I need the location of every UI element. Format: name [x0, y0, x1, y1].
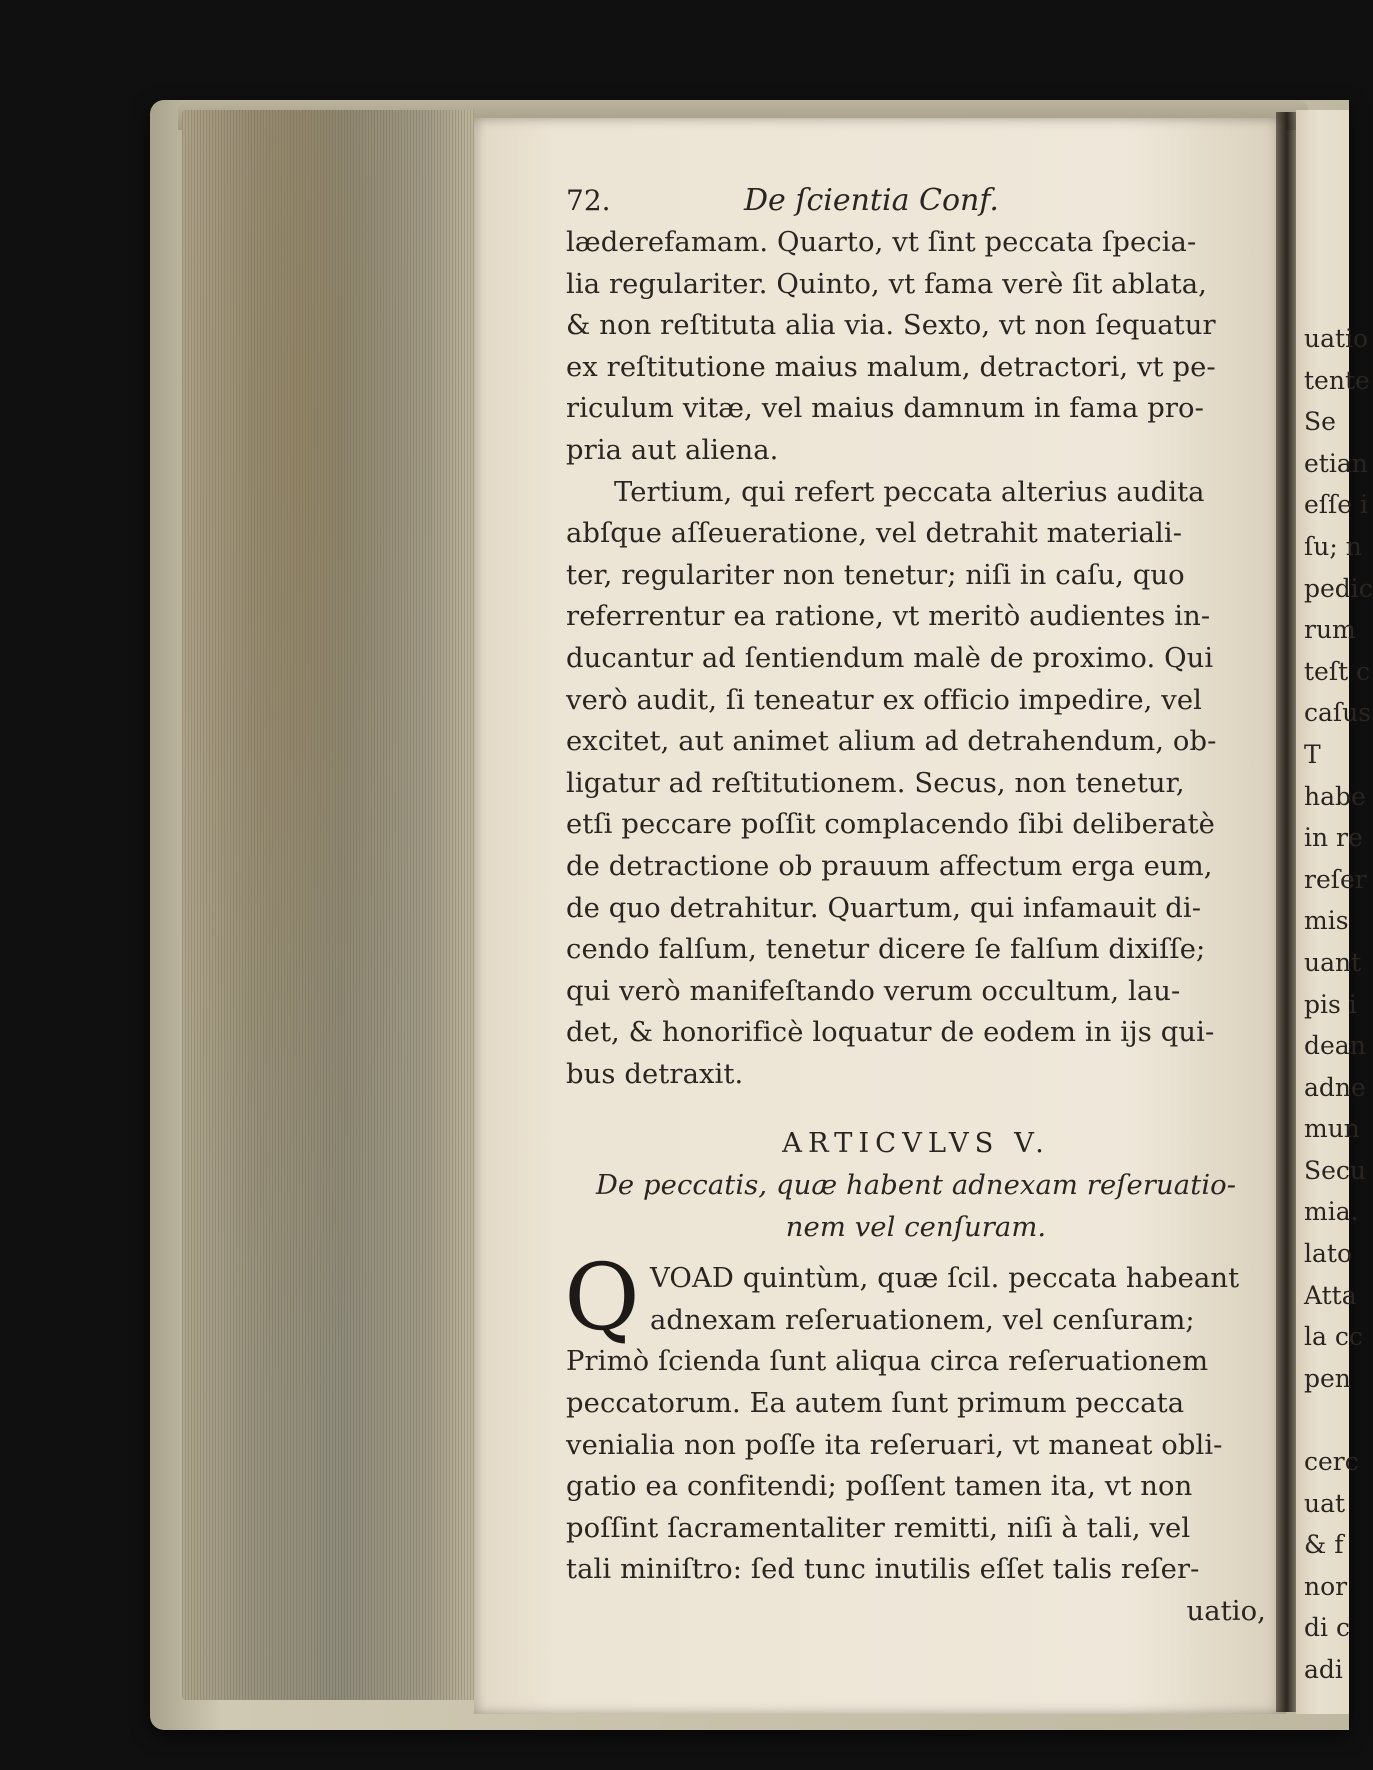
facing-line-fragment: teſt c — [1304, 656, 1371, 686]
text-block-top — [566, 222, 1266, 1095]
facing-line-fragment: Atta — [1304, 1280, 1357, 1310]
text-line: det, & honorificè loquatur de eodem in ijs qui- — [566, 1017, 1215, 1049]
text-line: excitet, aut animet alium ad detrahendum, ob- — [566, 726, 1217, 758]
text-line: de detractione ob prauum affectum erga eum, — [566, 850, 1213, 882]
text-line: ex reſtitutione maius malum, detractori, vt pe- — [566, 351, 1216, 383]
text-line: cendo falſum, tenetur dicere ſe falſum dixiſſe; — [566, 934, 1206, 966]
facing-line-fragment: di c — [1304, 1613, 1350, 1643]
facing-line-fragment: caſus — [1304, 698, 1372, 728]
page-text — [566, 180, 1266, 1633]
article-subtitle-line-2: nem vel cenſuram. — [785, 1211, 1047, 1243]
facing-line-fragment: tente — [1304, 365, 1370, 395]
text-line: ducantur ad ſentiendum malè de proximo. Qui — [566, 642, 1214, 674]
text-line: Primò ſcienda ſunt aliqua circa reſeruationem — [566, 1346, 1209, 1378]
article-heading: ARTICVLVS V. — [782, 1128, 1050, 1160]
text-line: qui verò manifeſtando verum occultum, lau- — [566, 975, 1181, 1007]
facing-line-fragment: etian — [1304, 448, 1368, 478]
facing-page-text — [1304, 318, 1373, 1691]
text-line: læderefamam. Quarto, vt ſint peccata ſpecia- — [566, 227, 1197, 258]
text-line: pria aut aliena. — [566, 434, 779, 466]
text-line: venialia non poſſe ita reſeruari, vt maneat obli- — [566, 1429, 1223, 1461]
facing-line-fragment: & f — [1304, 1530, 1344, 1560]
facing-line-fragment: mia. — [1304, 1197, 1359, 1227]
facing-line-fragment: cerc — [1304, 1447, 1359, 1477]
text-line: verò audit, ſi teneatur ex officio impedire, vel — [566, 684, 1203, 716]
facing-line-fragment: Se — [1304, 407, 1336, 437]
text-line: de quo detrahitur. Quartum, qui infamauit di- — [566, 892, 1202, 924]
text-line: Tertium, qui refert peccata alterius audita — [614, 476, 1205, 508]
initial-paragraph — [564, 1244, 1266, 1352]
text-line: abſque aſſeueratione, vel detrahit materiali- — [566, 518, 1183, 550]
facing-line-fragment: nor — [1304, 1571, 1348, 1601]
book-gutter — [1276, 112, 1298, 1712]
text-line: lia regulariter. Quinto, vt fama verè ſit ablata, — [566, 268, 1207, 300]
facing-line-fragment: mis — [1304, 906, 1349, 936]
facing-line-fragment: lato — [1304, 1239, 1352, 1269]
article-subtitle-line-1: De peccatis, quæ habent adnexam reſeruatio- — [595, 1170, 1237, 1202]
facing-line-fragment: rum — [1304, 615, 1356, 645]
text-line: etſi peccare poſſit complacendo ſibi deliberatè — [566, 809, 1215, 841]
facing-line-fragment: eſſe i — [1304, 490, 1369, 520]
text-line: tali miniſtro: ſed tunc inutilis eſſet talis reſer- — [566, 1554, 1200, 1586]
running-title: De ſcientia Conf. — [744, 183, 999, 218]
facing-line-fragment: pis i — [1304, 989, 1357, 1019]
text-line: poſſint ſacramentaliter remitti, niſi à tali, vel — [566, 1512, 1191, 1544]
facing-line-fragment: mun — [1304, 1114, 1360, 1144]
facing-line-fragment: habe — [1304, 781, 1366, 811]
facing-line-fragment: dean — [1304, 1031, 1366, 1061]
cap-line: adnexam reſeruationem, vel cenſuram; — [650, 1304, 1195, 1336]
catchword: uatio, — [1186, 1596, 1266, 1627]
text-line: ligatur ad reſtitutionem. Secus, non tenetur, — [566, 767, 1185, 799]
cap-line: VOAD quintùm, quæ ſcil. peccata habeant — [650, 1263, 1240, 1295]
text-line: referrentur ea ratione, vt meritò audientes in- — [566, 601, 1211, 633]
facing-page — [1296, 110, 1373, 1714]
text-line: ter, regulariter non tenetur; niſi in caſu, quo — [566, 559, 1185, 591]
facing-line-fragment: adi — [1304, 1655, 1343, 1684]
facing-line-fragment: pen — [1304, 1363, 1351, 1393]
text-line: peccatorum. Ea autem ſunt primum peccata — [566, 1388, 1185, 1420]
drop-cap: Q — [564, 1244, 640, 1352]
page-block-edges — [182, 110, 474, 1700]
text-line: gatio ea confitendi; poſſent tamen ita, vt non — [566, 1471, 1193, 1503]
facing-line-fragment: ſu; n — [1304, 531, 1362, 561]
text-line: bus detraxit. — [566, 1058, 744, 1090]
text-block-bottom — [566, 1341, 1266, 1591]
facing-line-fragment: reſer — [1304, 864, 1367, 894]
facing-line-fragment: la cc — [1304, 1322, 1363, 1352]
facing-line-fragment: uat — [1304, 1488, 1346, 1518]
page-number: 72. — [566, 184, 611, 217]
facing-line-fragment: T — [1304, 739, 1321, 769]
facing-line-fragment: Secu — [1304, 1155, 1367, 1185]
facing-line-fragment: adne — [1304, 1072, 1366, 1102]
facing-line-fragment: uant — [1304, 947, 1362, 977]
text-line: riculum vitæ, vel maius damnum in fama pro- — [566, 393, 1204, 425]
facing-line-fragment: in re — [1304, 823, 1363, 853]
facing-line-fragment: pedic — [1304, 573, 1373, 603]
text-line: & non reſtituta alia via. Sexto, vt non ſequatur — [566, 310, 1216, 342]
facing-line-fragment — [1304, 1399, 1364, 1441]
page-header — [566, 180, 1266, 222]
facing-line-fragment: uatio — [1304, 324, 1369, 353]
